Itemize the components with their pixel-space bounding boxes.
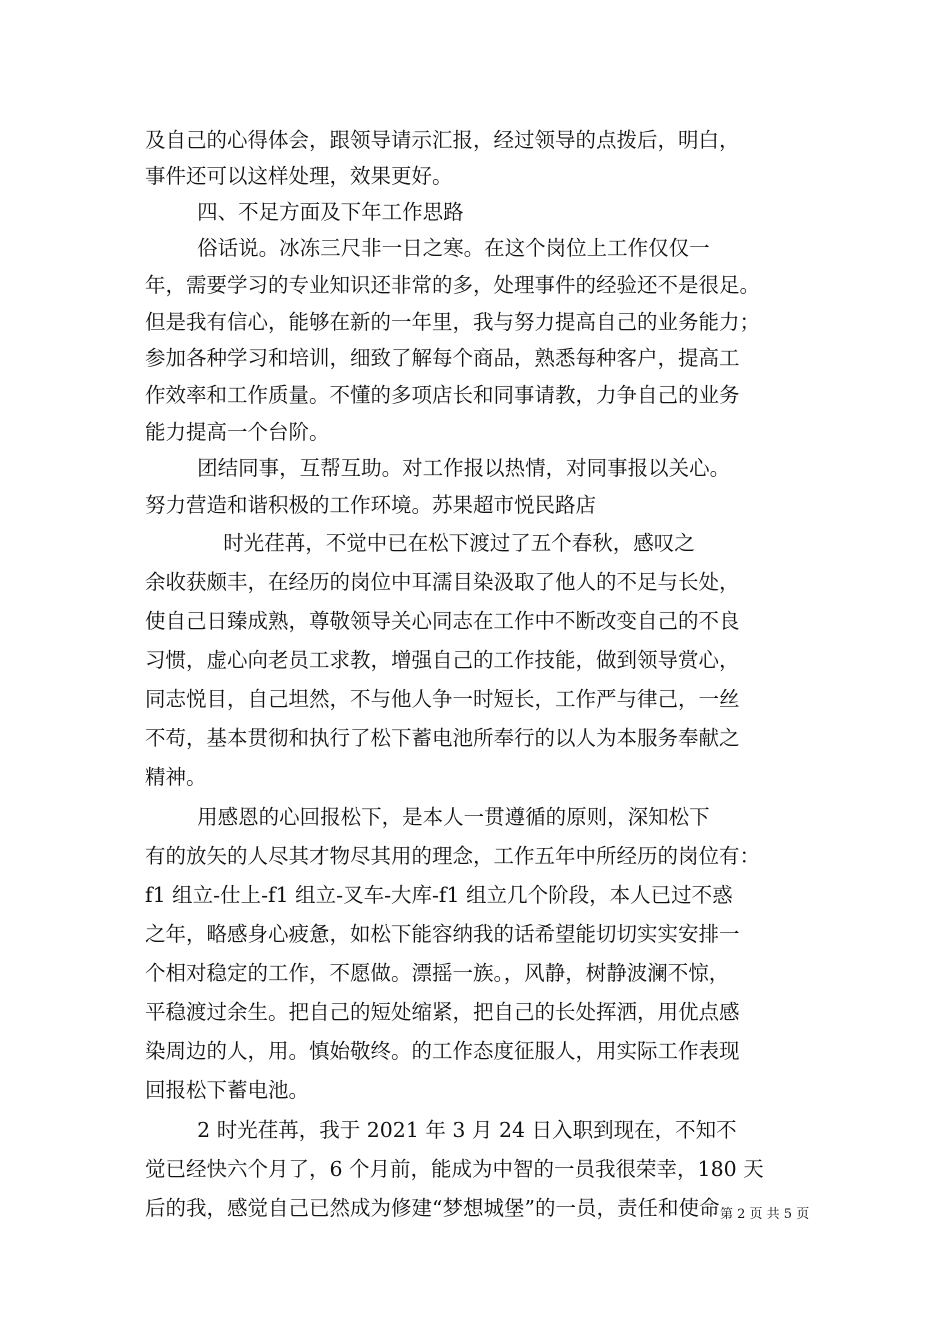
text-line: 事件还可以这样处理，效果更好。 <box>145 164 453 188</box>
text-line: 不苟，基本贯彻和执行了松下蓄电池所奉行的以人为本服务奉献之 <box>145 726 740 750</box>
text-line: 但是我有信心，能够在新的一年里，我与努力提高自己的业务能力； <box>145 310 760 334</box>
text-line: 努力营造和谐积极的工作环境。苏果超市悦民路店 <box>145 493 596 517</box>
text-line: 用感恩的心回报松下，是本人一贯遵循的原则，深知松下 <box>145 805 710 829</box>
text-line: 有的放矢的人尽其才物尽其用的理念，工作五年中所经历的岗位有： <box>145 844 760 868</box>
text-line: 同志悦目，自己坦然，不与他人争一时短长，工作严与律己，一丝 <box>145 687 740 711</box>
text-line: 2 时光荏苒，我于 2021 年 3 月 24 日入职到现在，不知不 <box>145 1118 737 1142</box>
text-line: 参加各种学习和培训，细致了解每个商品，熟悉每种客户，提高工 <box>145 346 740 370</box>
text-line: 俗话说。冰冻三尺非一日之寒。在这个岗位上工作仅仅一 <box>145 236 710 260</box>
text-line: 染周边的人，用。慎始敬终。的工作态度征服人，用实际工作表现 <box>145 1039 740 1063</box>
text-line: 团结同事，互帮互助。对工作报以热情，对同事报以关心。 <box>145 456 731 480</box>
text-line: f1 组立-仕上-f1 组立-叉车-大库-f1 组立几个阶段，本人已过不惑 <box>145 883 733 907</box>
text-line: 平稳渡过余生。把自己的短处缩紧，把自己的长处挥洒，用优点感 <box>145 1000 740 1024</box>
text-line: 及自己的心得体会，跟领导请示汇报，经过领导的点拨后，明白， <box>145 128 740 152</box>
text-line: 余收获颇丰，在经历的岗位中耳濡目染汲取了他人的不足与长处， <box>145 570 740 594</box>
text-line: 之年，略感身心疲惫，如松下能容纳我的话希望能切切实实安排一 <box>145 922 740 946</box>
text-line: 年，需要学习的专业知识还非常的多，处理事件的经验还不是很足。 <box>145 273 760 297</box>
text-line: 后的我，感觉自己已然成为修建“梦想城堡”的一员，责任和使命 <box>145 1196 720 1220</box>
text-line: 作效率和工作质量。不懂的多项店长和同事请教，力争自己的业务 <box>145 383 740 407</box>
text-line: 习惯，虚心向老员工求教，增强自己的工作技能，做到领导赏心， <box>145 648 740 672</box>
text-line: 精神。 <box>145 765 207 789</box>
section-heading: 四、不足方面及下年工作思路 <box>145 200 464 224</box>
text-line: 时光荏苒，不觉中已在松下渡过了五个春秋，感叹之 <box>145 531 695 555</box>
text-line: 使自己日臻成熟，尊敬领导关心同志在工作中不断改变自己的不良 <box>145 609 740 633</box>
text-line: 回报松下蓄电池。 <box>145 1078 309 1102</box>
text-line: 能力提高一个台阶。 <box>145 420 330 444</box>
text-line: 觉已经快六个月了，6 个月前，能成为中智的一员我很荣幸，180 天 <box>145 1157 764 1181</box>
page-number-footer: 第 2 页 共 5 页 <box>720 1207 810 1222</box>
text-line: 个相对稳定的工作，不愿做。漂摇一族。，风静，树静波澜不惊， <box>145 961 730 985</box>
